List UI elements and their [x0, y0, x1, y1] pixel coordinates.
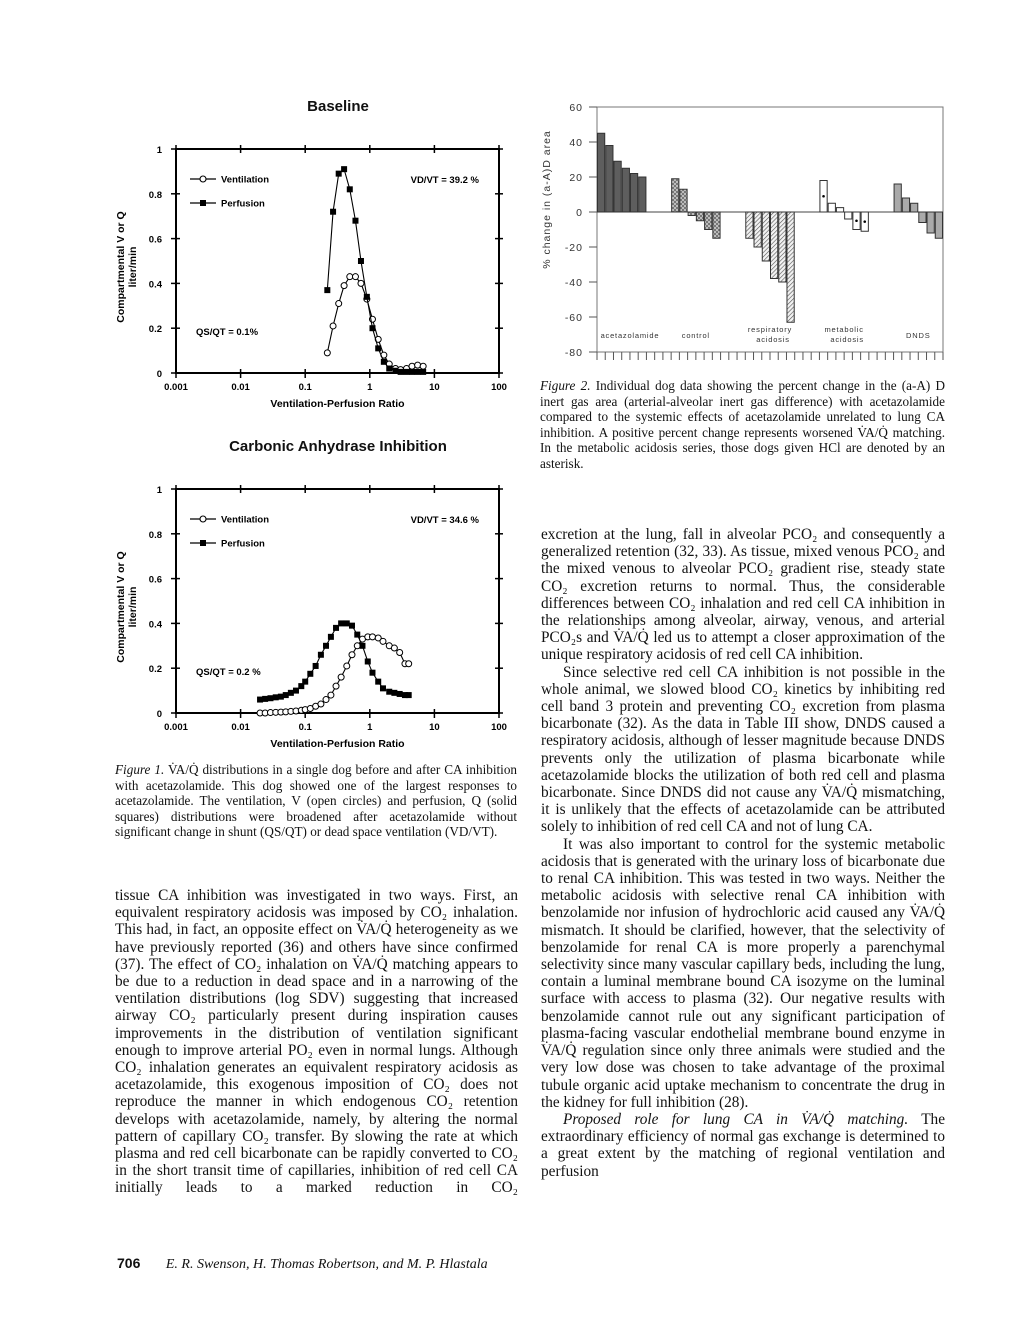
perfusion-point	[333, 625, 339, 631]
perfusion-point	[386, 366, 392, 372]
ventilation-point	[318, 701, 324, 707]
figure1-caption-text: V̇A/Q̇ distributions in a single dog before and after CA inhibition with acetazolamide. This dog showed one of the largest responses to acetazolamide. The ventilation, V (open circles) and perfusion, Q (solid squares) distributions were broadened after acetazolamide without significant change in shunt (QS/QT) or dead space ventilation (VD/VT).	[115, 762, 518, 840]
perfusion-point	[354, 632, 360, 638]
perfusion-point	[369, 325, 375, 331]
ventilation-point	[344, 663, 350, 669]
perfusion-point	[273, 694, 279, 700]
figure2-caption	[540, 378, 945, 472]
y-tick-label: 0	[156, 369, 162, 380]
perfusion-point	[267, 695, 273, 701]
y-tick-label: -20	[564, 242, 583, 254]
perfusion-point	[393, 368, 399, 374]
perfusion-point	[369, 670, 375, 676]
ventilation-point	[380, 638, 386, 644]
ventilation-point	[369, 634, 375, 640]
y-tick-label: 0.6	[148, 574, 162, 586]
ventilation-point	[349, 652, 355, 658]
x-tick-label: 100	[491, 722, 507, 733]
x-tick-label: 0.01	[231, 722, 250, 733]
y-axis-label: % change in (a-A)D area	[541, 130, 553, 269]
figure1-baseline-chart	[110, 120, 530, 420]
perfusion-point	[262, 696, 268, 702]
perfusion-point	[415, 369, 421, 375]
perfusion-point	[344, 620, 350, 626]
ventilation-point	[330, 323, 336, 329]
ventilation-point	[328, 692, 334, 698]
bar	[779, 212, 786, 282]
perfusion-point	[381, 359, 387, 365]
x-tick-label: 1	[367, 382, 373, 393]
y-axis-label: Compartmental V or Qliter/min	[115, 211, 139, 323]
x-axis-label: Ventilation-Perfusion Ratio	[270, 738, 405, 750]
perfusion-point	[307, 671, 313, 677]
ventilation-point	[358, 280, 364, 286]
perfusion-point	[391, 690, 397, 696]
y-tick-label: -40	[564, 277, 583, 289]
vdvt-annotation: VD/VT = 34.6 %	[410, 515, 479, 526]
y-tick-label: 0.4	[148, 279, 162, 291]
figure1-caption-label: Figure 1.	[115, 762, 165, 777]
legend-perfusion: Perfusion	[221, 538, 265, 550]
left-paragraph: tissue CA inhibition was investigated in two ways. First, an equivalent respiratory acidosis was imposed by CO₂ inhalation. This had, in fact, an opposite effect on V̇A/Q̇ heterogeneity as we have previously reported (36) and others have since confirmed (37). The effect of CO₂ inhalation on V̇A/Q̇ matching appears to be due to a reduction in dead space and in a narrowing of the ventilation distributions (log SDV) suggesting that increased airway CO₂ particularly present during inspiration causes improvements in the distribution of ventilation significant enough to improve arterial PO₂ even in normal lungs. Although CO₂ inhalation generates an equivalent respiratory acidosis as acetazolamide, this exogenous imposition of CO₂ does not reproduce the manner in which endogenous CO₂ retention develops with acetazolamide, namely, by altering the normal pattern of capillary CO₂ transfer. By slowing the rate at which plasma and red cell bicarbonate can be rapidly converted to CO₂ in the short transit time of capillaries, inhibition of red cell CA initially leads to a marked reduction in CO₂	[115, 887, 518, 1197]
y-tick-label: 20	[569, 172, 583, 184]
perfusion-point	[409, 369, 415, 375]
y-tick-label: 0	[576, 207, 583, 219]
x-tick-label: 0.1	[298, 382, 312, 393]
solid-square-marker-icon	[200, 540, 206, 546]
perfusion-point	[336, 171, 342, 177]
ventilation-point	[324, 350, 330, 356]
perfusion-point	[420, 369, 426, 375]
ventilation-point	[406, 661, 412, 667]
figure2-bar-chart	[530, 95, 950, 375]
bar	[754, 212, 761, 247]
perfusion-point	[330, 209, 336, 215]
perfusion-point	[386, 689, 392, 695]
perfusion-point	[375, 679, 381, 685]
bar	[705, 212, 712, 230]
y-tick-label: -60	[564, 312, 583, 324]
page-number: 706	[117, 1255, 141, 1271]
perfusion-point	[358, 258, 364, 264]
figure1-ca-title: Carbonic Anhydrase Inhibition	[229, 438, 447, 455]
figure1-ca-chart	[110, 460, 530, 760]
perfusion-point	[364, 294, 370, 300]
right-paragraph-4	[541, 1111, 945, 1180]
perfusion-point	[397, 691, 403, 697]
vdvt-annotation: VD/VT = 39.2 %	[410, 175, 479, 186]
bar	[762, 212, 769, 261]
perfusion-point	[406, 692, 412, 698]
perfusion-point	[318, 652, 324, 658]
bar	[630, 174, 637, 213]
right-column-body	[541, 526, 945, 1180]
x-tick-label: 10	[429, 382, 440, 393]
x-tick-label: 1	[367, 722, 373, 733]
x-tick-label: 100	[491, 382, 507, 393]
qsqt-annotation: QS/QT = 0.2 %	[196, 666, 261, 678]
legend-perfusion: Perfusion	[221, 198, 265, 210]
bar	[845, 212, 852, 219]
y-tick-label: 1	[156, 485, 162, 496]
ventilation-point	[354, 643, 360, 649]
bar	[598, 133, 605, 212]
x-tick-label: 10	[429, 722, 440, 733]
bar	[639, 177, 646, 212]
perfusion-point	[365, 658, 371, 664]
plot-frame	[597, 107, 943, 352]
y-tick-label: 40	[569, 137, 583, 149]
perfusion-point	[375, 345, 381, 351]
perfusion-point	[338, 620, 344, 626]
perfusion-point	[323, 643, 329, 649]
right-paragraph-3: It was also important to control for the systemic metabolic acidosis that is generated with the urinary loss of bicarbonate due to renal CA inhibition. This was tested in two ways. Neither the metabolic acidosis with selective renal CA inhibition with benzolamide nor infusion of hydrochloric acid caused any V̇A/Q̇ mismatch. It should be clarified, however, that the selectivity of benzolamide for renal CA is more properly a parenchymal selectivity since many vascular capillary beds, including the lung, contain a luminal membrane bound CA isozyme on the luminal surface with access to plasma (32). Our negative results with benzolamide cannot rule out any significant participation of plasma-facing vascular endothelial membrane bound enzyme in V̇A/Q̇ regulation since only three animals were studied and the very low dose was chosen to take advantage of the proximal tubule organic acid uptake mechanism to concentrate the drug in the kidney for full inhibition (28).	[541, 835, 945, 1111]
figure1-baseline-title: Baseline	[307, 98, 369, 115]
right-paragraph-4-text: The extraordinary efficiency of normal gas exchange is determined to a great extent by the matching of regional ventilation and perfusion	[541, 1110, 945, 1180]
section-heading: Proposed role for lung CA in V̇A/Q̇ matching.	[563, 1110, 909, 1128]
perfusion-point	[352, 218, 358, 224]
bar	[614, 161, 621, 212]
perfusion-point	[283, 692, 289, 698]
figure2-caption-label: Figure 2.	[540, 378, 591, 393]
figure1-caption	[115, 762, 517, 840]
ventilation-point	[347, 274, 353, 280]
perfusion-point	[398, 369, 404, 375]
bar	[622, 168, 629, 212]
bar	[680, 189, 687, 212]
group-label: DNDS	[906, 331, 931, 340]
bar	[911, 203, 918, 212]
y-tick-label: 1	[156, 145, 162, 156]
ventilation-point	[338, 674, 344, 680]
group-label: metabolic acidosis	[824, 325, 864, 344]
bar	[935, 212, 942, 238]
perfusion-point	[328, 634, 334, 640]
ventilation-point	[352, 274, 358, 280]
bar	[696, 212, 703, 221]
figure2-caption-text: Individual dog data showing the percent change in the (a-A) D inert gas area (arterial-alveolar inert gas difference) with acetazolamide compared to the systemic effects of acetazolamide unrelated to lung CA inhibition. A positive percent change represents worsened V̇A/Q̇ matching. In the metabolic acidosis series, those dogs given HCl are denoted by an asterisk.	[540, 378, 946, 471]
y-tick-label: 0.2	[148, 324, 162, 336]
ventilation-point	[391, 645, 397, 651]
x-axis-label: Ventilation-Perfusion Ratio	[270, 398, 405, 410]
perfusion-point	[347, 186, 353, 192]
group-label: respiratory acidosis	[747, 325, 793, 344]
y-tick-label: 0.6	[148, 234, 162, 246]
bar	[919, 212, 926, 223]
asterisk-icon	[822, 195, 825, 198]
bar	[672, 179, 679, 212]
bar	[836, 208, 843, 212]
ventilation-point	[336, 301, 342, 307]
ventilation-point	[397, 650, 403, 656]
perfusion-point	[359, 643, 365, 649]
perfusion-point	[257, 697, 263, 703]
bar	[927, 212, 934, 233]
ventilation-point	[323, 697, 329, 703]
legend-ventilation: Ventilation	[221, 514, 270, 526]
perfusion-point	[349, 623, 355, 629]
ventilation-point	[409, 363, 415, 369]
perfusion-point	[288, 690, 294, 696]
qsqt-annotation: QS/QT = 0.1%	[196, 326, 259, 338]
bar	[746, 212, 753, 238]
bar	[787, 212, 794, 322]
left-column-body	[115, 887, 518, 1197]
x-tick-label: 0.001	[164, 722, 188, 733]
right-paragraph-2: Since selective red cell CA inhibition is not possible in the whole animal, we slowed blood CO₂ kinetics by inhibiting red cell band 3 protein and preventing CO₂ excretion from plasma bicarbonate (32). As the data in Table III show, DNDS caused a respiratory acidosis, although of lesser magnitude because DNDS prevents only the utilization of plasma bicarbonate while acetazolamide blocks the utilization of both red cell and plasma bicarbonate. Since DNDS did not cause any V̇A/Q̇ mismatching, it is unlikely that the effects of acetazolamide can be attributed solely to inhibition of red cell CA and not of lung CA.	[541, 663, 945, 836]
solid-square-marker-icon	[200, 200, 206, 206]
page-footer	[117, 1255, 488, 1273]
perfusion-point	[404, 369, 410, 375]
y-tick-label: 0.2	[148, 664, 162, 676]
perfusion-point	[313, 663, 319, 669]
bar	[771, 212, 778, 279]
x-tick-label: 0.1	[298, 722, 312, 733]
y-tick-label: 0.8	[148, 529, 162, 541]
ventilation-point	[420, 363, 426, 369]
perfusion-point	[302, 679, 308, 685]
right-paragraph-1: excretion at the lung, fall in alveolar PCO₂ and consequently a generalized retention (32, 33). As tissue, mixed venous PCO₂ and the mixed venous to alveolar PCO₂ gradient rise, steady state CO₂ excretion returns to normal. Thus, the considerable differences between CO₂ inhalation and red cell CA inhibition in the relationships among alveolar, airway, venous, and arterial PCO₂s and V̇A/Q̇ led us to attempt a closer approximation of the unique respiratory acidosis of red cell CA inhibition.	[541, 526, 945, 664]
y-tick-label: 0.8	[148, 189, 162, 201]
bar	[606, 146, 613, 213]
open-circle-marker-icon	[200, 176, 206, 182]
x-tick-label: 0.001	[164, 382, 188, 393]
y-tick-label: -80	[564, 347, 583, 359]
bar	[902, 198, 909, 212]
perfusion-point	[380, 685, 386, 691]
perfusion-point	[341, 166, 347, 172]
ventilation-point	[341, 283, 347, 289]
asterisk-icon	[863, 220, 866, 223]
asterisk-icon	[855, 219, 858, 222]
open-circle-marker-icon	[200, 516, 206, 522]
author-line: E. R. Swenson, H. Thomas Robertson, and M. P. Hlastala	[165, 1257, 488, 1272]
bar	[688, 212, 695, 216]
legend-ventilation: Ventilation	[221, 174, 270, 186]
group-label: acetazolamide	[600, 331, 660, 340]
x-tick-label: 0.01	[231, 382, 250, 393]
y-tick-label: 60	[569, 102, 583, 114]
y-axis-label: Compartmental V or Qliter/min	[115, 551, 139, 663]
y-tick-label: 0	[156, 709, 162, 720]
ventilation-point	[333, 683, 339, 689]
ventilation-point	[415, 362, 421, 368]
bar	[713, 212, 720, 238]
perfusion-point	[324, 287, 330, 293]
bar	[894, 184, 901, 212]
y-tick-label: 0.4	[148, 619, 162, 631]
group-label: control	[681, 331, 710, 340]
bar	[828, 203, 835, 212]
perfusion-point	[293, 688, 299, 694]
